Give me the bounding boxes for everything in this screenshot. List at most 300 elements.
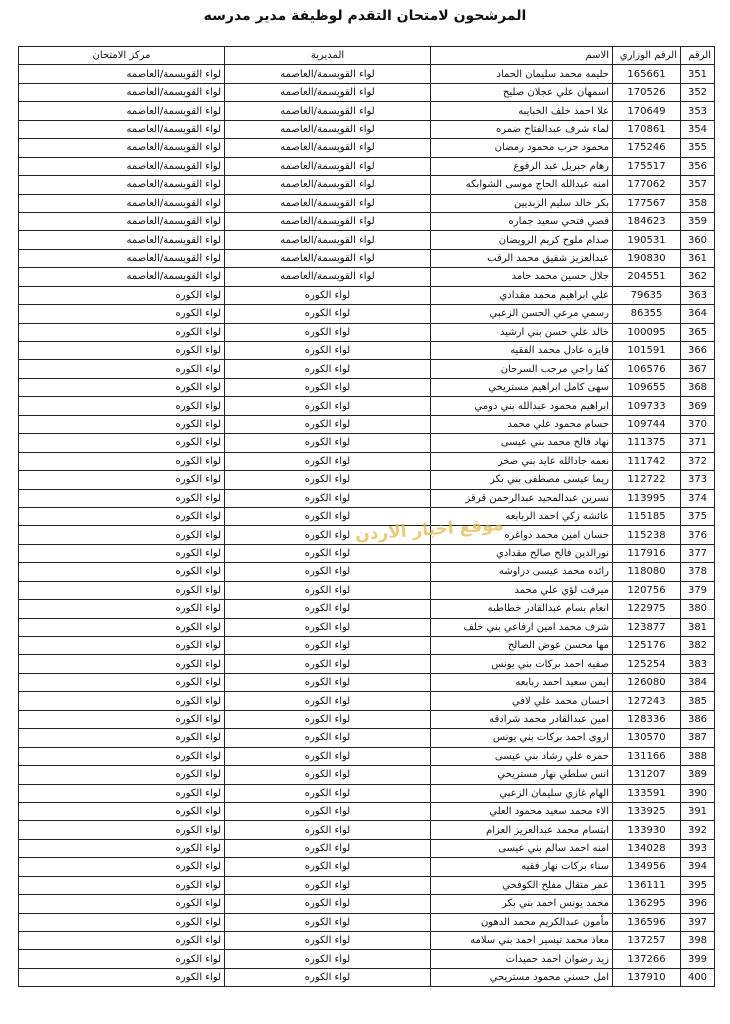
table-row <box>19 618 715 636</box>
row-directorate: لواء الكوره <box>225 784 431 802</box>
row-num: 376 <box>681 526 715 544</box>
row-exam-center: لواء الكوره <box>19 710 225 728</box>
row-num: 395 <box>681 876 715 894</box>
row-num: 381 <box>681 618 715 636</box>
row-num: 361 <box>681 249 715 267</box>
row-num: 355 <box>681 139 715 157</box>
table-row <box>19 802 715 820</box>
row-num: 393 <box>681 839 715 857</box>
row-directorate: لواء الكوره <box>225 932 431 950</box>
row-directorate: لواء الكوره <box>225 821 431 839</box>
table-row <box>19 507 715 525</box>
row-num: 363 <box>681 286 715 304</box>
row-name: نورالدين فالح صالح مقدادي <box>431 544 613 562</box>
table-row <box>19 968 715 986</box>
row-ministry-number: 137266 <box>613 950 681 968</box>
row-ministry-number: 165661 <box>613 65 681 83</box>
watermark: موقع اخبار الاردن <box>354 514 504 546</box>
row-exam-center: لواء الكوره <box>19 913 225 931</box>
row-ministry-number: 86355 <box>613 305 681 323</box>
row-num: 358 <box>681 194 715 212</box>
row-name: انس سلطي نهار مستريحي <box>431 766 613 784</box>
row-num: 397 <box>681 913 715 931</box>
row-exam-center: لواء القويسمة/العاصمه <box>19 102 225 120</box>
row-ministry-number: 109744 <box>613 415 681 433</box>
row-ministry-number: 117916 <box>613 544 681 562</box>
row-directorate: لواء الكوره <box>225 360 431 378</box>
table-row <box>19 821 715 839</box>
row-directorate: لواء الكوره <box>225 729 431 747</box>
table-row <box>19 139 715 157</box>
row-exam-center: لواء الكوره <box>19 471 225 489</box>
row-ministry-number: 136111 <box>613 876 681 894</box>
row-num: 360 <box>681 231 715 249</box>
row-exam-center: لواء الكوره <box>19 305 225 323</box>
row-name: اسمهان علي عجلان صليح <box>431 83 613 101</box>
row-num: 364 <box>681 305 715 323</box>
row-ministry-number: 130570 <box>613 729 681 747</box>
row-name: مها محسن عوض الصالح <box>431 637 613 655</box>
row-directorate: لواء الكوره <box>225 710 431 728</box>
row-ministry-number: 134028 <box>613 839 681 857</box>
row-num: 356 <box>681 157 715 175</box>
row-directorate: لواء القويسمة/العاصمه <box>225 139 431 157</box>
row-directorate: لواء الكوره <box>225 415 431 433</box>
table-row <box>19 342 715 360</box>
row-num: 389 <box>681 766 715 784</box>
row-name: الهام غازي سليمان الزعبي <box>431 784 613 802</box>
row-num: 359 <box>681 212 715 230</box>
row-num: 379 <box>681 581 715 599</box>
row-num: 368 <box>681 378 715 396</box>
row-ministry-number: 175246 <box>613 139 681 157</box>
row-directorate: لواء الكوره <box>225 323 431 341</box>
row-name: عائشه زكي احمد الربابعه <box>431 507 613 525</box>
row-ministry-number: 111375 <box>613 434 681 452</box>
row-ministry-number: 101591 <box>613 342 681 360</box>
row-directorate: لواء الكوره <box>225 286 431 304</box>
row-ministry-number: 133930 <box>613 821 681 839</box>
row-num: 369 <box>681 397 715 415</box>
row-exam-center: لواء الكوره <box>19 544 225 562</box>
row-exam-center: لواء الكوره <box>19 489 225 507</box>
row-exam-center: لواء الكوره <box>19 692 225 710</box>
row-ministry-number: 133925 <box>613 802 681 820</box>
row-directorate: لواء الكوره <box>225 655 431 673</box>
row-ministry-number: 134956 <box>613 858 681 876</box>
row-name: حمزه علي رشاد بني عيسى <box>431 747 613 765</box>
row-directorate: لواء القويسمة/العاصمه <box>225 268 431 286</box>
row-exam-center: لواء القويسمة/العاصمه <box>19 231 225 249</box>
table-row <box>19 415 715 433</box>
row-directorate: لواء الكوره <box>225 305 431 323</box>
row-ministry-number: 131166 <box>613 747 681 765</box>
table-row <box>19 360 715 378</box>
row-name: نهاد فالح محمد بني عيسى <box>431 434 613 452</box>
row-num: 371 <box>681 434 715 452</box>
row-directorate: لواء القويسمة/العاصمه <box>225 249 431 267</box>
row-ministry-number: 122975 <box>613 600 681 618</box>
row-num: 366 <box>681 342 715 360</box>
row-num: 367 <box>681 360 715 378</box>
row-num: 394 <box>681 858 715 876</box>
row-exam-center: لواء الكوره <box>19 507 225 525</box>
row-ministry-number: 112722 <box>613 471 681 489</box>
row-name: رهام جبريل عبد الرفوع <box>431 157 613 175</box>
row-name: لماء شرف عبدالفتاح ضمره <box>431 120 613 138</box>
row-name: احسان محمد علي لافي <box>431 692 613 710</box>
row-num: 374 <box>681 489 715 507</box>
row-exam-center: لواء الكوره <box>19 968 225 986</box>
row-directorate: لواء الكوره <box>225 766 431 784</box>
row-name: خالد علي حسن بني ارشيد <box>431 323 613 341</box>
row-exam-center: لواء الكوره <box>19 950 225 968</box>
table-row <box>19 932 715 950</box>
row-directorate: لواء القويسمة/العاصمه <box>225 194 431 212</box>
table-row <box>19 83 715 101</box>
row-directorate: لواء القويسمة/العاصمه <box>225 120 431 138</box>
table-row <box>19 286 715 304</box>
row-ministry-number: 106576 <box>613 360 681 378</box>
row-directorate: لواء الكوره <box>225 544 431 562</box>
row-name: ريما عيسى مصطفى بني بكر <box>431 471 613 489</box>
row-exam-center: لواء الكوره <box>19 563 225 581</box>
row-exam-center: لواء الكوره <box>19 526 225 544</box>
row-directorate: لواء القويسمة/العاصمه <box>225 212 431 230</box>
table-row <box>19 950 715 968</box>
row-directorate: لواء الكوره <box>225 913 431 931</box>
row-exam-center: لواء القويسمة/العاصمه <box>19 268 225 286</box>
row-exam-center: لواء القويسمة/العاصمه <box>19 120 225 138</box>
row-num: 387 <box>681 729 715 747</box>
row-ministry-number: 137257 <box>613 932 681 950</box>
row-directorate: لواء الكوره <box>225 489 431 507</box>
header-ministry-number: الرقم الوزاري <box>613 47 681 65</box>
row-exam-center: لواء القويسمة/العاصمه <box>19 83 225 101</box>
table-row <box>19 637 715 655</box>
row-name: سناء بركات نهار فقيه <box>431 858 613 876</box>
row-ministry-number: 137910 <box>613 968 681 986</box>
table-row <box>19 102 715 120</box>
table-row <box>19 194 715 212</box>
row-ministry-number: 133591 <box>613 784 681 802</box>
row-exam-center: لواء الكوره <box>19 581 225 599</box>
row-name: صفيه احمد بركات بني يونس <box>431 655 613 673</box>
row-directorate: لواء الكوره <box>225 673 431 691</box>
table-row <box>19 323 715 341</box>
table-row <box>19 876 715 894</box>
row-name: محمود حرب محمود رمضان <box>431 139 613 157</box>
row-directorate: لواء القويسمة/العاصمه <box>225 102 431 120</box>
row-num: 375 <box>681 507 715 525</box>
row-exam-center: لواء الكوره <box>19 858 225 876</box>
row-exam-center: لواء القويسمة/العاصمه <box>19 176 225 194</box>
row-exam-center: لواء الكوره <box>19 895 225 913</box>
row-directorate: لواء الكوره <box>225 858 431 876</box>
row-name: بكر خالد سليم الزبديين <box>431 194 613 212</box>
row-ministry-number: 170649 <box>613 102 681 120</box>
row-exam-center: لواء القويسمة/العاصمه <box>19 157 225 175</box>
row-name: حسان امين محمد دواغره <box>431 526 613 544</box>
row-name: عمر متقال مفلح الكوفحي <box>431 876 613 894</box>
row-ministry-number: 118080 <box>613 563 681 581</box>
table-row <box>19 176 715 194</box>
row-name: علا احمد خلف الخبايبه <box>431 102 613 120</box>
row-directorate: لواء الكوره <box>225 563 431 581</box>
table-row <box>19 378 715 396</box>
row-num: 391 <box>681 802 715 820</box>
row-name: رائده محمد عيسى دراوشه <box>431 563 613 581</box>
table-row <box>19 766 715 784</box>
row-name: زيد رضوان احمد حميدات <box>431 950 613 968</box>
row-exam-center: لواء الكوره <box>19 747 225 765</box>
row-name: امنه احمد سالم بني عيسى <box>431 839 613 857</box>
row-num: 354 <box>681 120 715 138</box>
table-row <box>19 913 715 931</box>
row-name: سهى كامل ابراهيم مستريحي <box>431 378 613 396</box>
row-directorate: لواء القويسمة/العاصمه <box>225 65 431 83</box>
row-num: 383 <box>681 655 715 673</box>
row-num: 398 <box>681 932 715 950</box>
header-num: الرقم <box>681 47 715 65</box>
row-name: حسام محمود علي محمد <box>431 415 613 433</box>
row-directorate: لواء القويسمة/العاصمه <box>225 83 431 101</box>
row-name: انعام بسام عبدالقادر خطاطبه <box>431 600 613 618</box>
row-directorate: لواء القويسمة/العاصمه <box>225 231 431 249</box>
row-name: امين عبدالقادر محمد شرادقه <box>431 710 613 728</box>
row-name: ايمن سعيد احمد ربابعه <box>431 673 613 691</box>
row-name: امنه عبدالله الحاج موسى الشوابكه <box>431 176 613 194</box>
row-directorate: لواء الكوره <box>225 471 431 489</box>
table-row <box>19 434 715 452</box>
row-num: 384 <box>681 673 715 691</box>
row-num: 400 <box>681 968 715 986</box>
table-row <box>19 157 715 175</box>
row-directorate: لواء الكوره <box>225 692 431 710</box>
row-num: 362 <box>681 268 715 286</box>
row-exam-center: لواء القويسمة/العاصمه <box>19 65 225 83</box>
table-row <box>19 692 715 710</box>
row-name: امل حسني محمود مستريحي <box>431 968 613 986</box>
row-num: 352 <box>681 83 715 101</box>
row-name: ابراهيم محمود عبدالله بني دومي <box>431 397 613 415</box>
row-exam-center: لواء الكوره <box>19 655 225 673</box>
row-num: 396 <box>681 895 715 913</box>
row-num: 377 <box>681 544 715 562</box>
row-num: 386 <box>681 710 715 728</box>
row-num: 392 <box>681 821 715 839</box>
row-ministry-number: 125176 <box>613 637 681 655</box>
header-directorate: المديرية <box>225 47 431 65</box>
row-name: معاذ محمد تيسير احمد بني سلامه <box>431 932 613 950</box>
table-row <box>19 471 715 489</box>
row-ministry-number: 113995 <box>613 489 681 507</box>
row-ministry-number: 120756 <box>613 581 681 599</box>
row-directorate: لواء الكوره <box>225 526 431 544</box>
table-row <box>19 231 715 249</box>
row-ministry-number: 204551 <box>613 268 681 286</box>
table-row <box>19 212 715 230</box>
table-row <box>19 784 715 802</box>
row-exam-center: لواء الكوره <box>19 932 225 950</box>
row-directorate: لواء الكوره <box>225 342 431 360</box>
row-ministry-number: 126080 <box>613 673 681 691</box>
row-exam-center: لواء القويسمة/العاصمه <box>19 194 225 212</box>
row-num: 357 <box>681 176 715 194</box>
row-directorate: لواء الكوره <box>225 397 431 415</box>
row-ministry-number: 190531 <box>613 231 681 249</box>
row-exam-center: لواء الكوره <box>19 452 225 470</box>
row-exam-center: لواء الكوره <box>19 342 225 360</box>
row-num: 399 <box>681 950 715 968</box>
row-ministry-number: 177567 <box>613 194 681 212</box>
candidates-table <box>18 46 715 987</box>
row-directorate: لواء القويسمة/العاصمه <box>225 176 431 194</box>
row-directorate: لواء الكوره <box>225 839 431 857</box>
row-ministry-number: 184623 <box>613 212 681 230</box>
row-num: 353 <box>681 102 715 120</box>
row-directorate: لواء الكوره <box>225 600 431 618</box>
row-name: علي ابراهيم محمد مقدادي <box>431 286 613 304</box>
table-row <box>19 249 715 267</box>
row-ministry-number: 190830 <box>613 249 681 267</box>
row-directorate: لواء الكوره <box>225 950 431 968</box>
row-ministry-number: 127243 <box>613 692 681 710</box>
row-directorate: لواء الكوره <box>225 802 431 820</box>
table-row <box>19 858 715 876</box>
row-ministry-number: 115238 <box>613 526 681 544</box>
row-exam-center: لواء الكوره <box>19 821 225 839</box>
table-row <box>19 563 715 581</box>
row-ministry-number: 136295 <box>613 895 681 913</box>
row-ministry-number: 109655 <box>613 378 681 396</box>
row-ministry-number: 125254 <box>613 655 681 673</box>
row-ministry-number: 123877 <box>613 618 681 636</box>
row-ministry-number: 136596 <box>613 913 681 931</box>
header-exam-center: مركز الامتحان <box>19 47 225 65</box>
row-ministry-number: 100095 <box>613 323 681 341</box>
row-directorate: لواء الكوره <box>225 747 431 765</box>
row-name: قصي فتحي سعيد جماره <box>431 212 613 230</box>
row-num: 351 <box>681 65 715 83</box>
table-row <box>19 729 715 747</box>
table-row <box>19 397 715 415</box>
row-name: صدام ملوح كريم الرويضان <box>431 231 613 249</box>
row-exam-center: لواء الكوره <box>19 360 225 378</box>
row-name: مأمون عبدالكريم محمد الدهون <box>431 913 613 931</box>
row-name: رسمي مرعي الحسن الزعبي <box>431 305 613 323</box>
table-row <box>19 710 715 728</box>
row-num: 388 <box>681 747 715 765</box>
table-row <box>19 452 715 470</box>
row-name: كفا راجي مرجب السرحان <box>431 360 613 378</box>
row-directorate: لواء الكوره <box>225 507 431 525</box>
row-ministry-number: 177062 <box>613 176 681 194</box>
row-name: محمد يونس احمد بني بكر <box>431 895 613 913</box>
row-name: اروى احمد بركات بني يونس <box>431 729 613 747</box>
row-name: ميرفت لؤي علي محمد <box>431 581 613 599</box>
row-exam-center: لواء الكوره <box>19 729 225 747</box>
row-exam-center: لواء الكوره <box>19 673 225 691</box>
row-name: ابتسام محمد عبدالعزيز العزام <box>431 821 613 839</box>
row-exam-center: لواء الكوره <box>19 839 225 857</box>
row-num: 390 <box>681 784 715 802</box>
row-directorate: لواء الكوره <box>225 968 431 986</box>
table-row <box>19 305 715 323</box>
row-directorate: لواء الكوره <box>225 618 431 636</box>
row-ministry-number: 115185 <box>613 507 681 525</box>
row-num: 372 <box>681 452 715 470</box>
row-directorate: لواء الكوره <box>225 434 431 452</box>
row-name: شرف محمد امين ارفاعي بني خلف <box>431 618 613 636</box>
row-name: نعمه جادالله عايد بني صخر <box>431 452 613 470</box>
row-exam-center: لواء الكوره <box>19 766 225 784</box>
row-exam-center: لواء الكوره <box>19 876 225 894</box>
row-exam-center: لواء الكوره <box>19 802 225 820</box>
table-row <box>19 120 715 138</box>
row-directorate: لواء الكوره <box>225 637 431 655</box>
row-exam-center: لواء القويسمة/العاصمه <box>19 249 225 267</box>
table-row <box>19 839 715 857</box>
row-exam-center: لواء الكوره <box>19 415 225 433</box>
row-ministry-number: 111742 <box>613 452 681 470</box>
row-exam-center: لواء الكوره <box>19 618 225 636</box>
row-name: جلال حسين محمد حامد <box>431 268 613 286</box>
row-num: 370 <box>681 415 715 433</box>
table-row <box>19 747 715 765</box>
table-row <box>19 268 715 286</box>
row-exam-center: لواء الكوره <box>19 600 225 618</box>
row-num: 380 <box>681 600 715 618</box>
table-row <box>19 895 715 913</box>
row-ministry-number: 170526 <box>613 83 681 101</box>
row-name: نسرين عبدالمجيد عبدالرحمن قرقز <box>431 489 613 507</box>
table-header-row <box>19 47 715 65</box>
row-ministry-number: 128336 <box>613 710 681 728</box>
row-directorate: لواء الكوره <box>225 876 431 894</box>
table-row <box>19 673 715 691</box>
row-name: الاء محمد سعيد محمود العلي <box>431 802 613 820</box>
table-row <box>19 544 715 562</box>
row-exam-center: لواء الكوره <box>19 397 225 415</box>
row-ministry-number: 131207 <box>613 766 681 784</box>
table-row <box>19 600 715 618</box>
row-directorate: لواء الكوره <box>225 452 431 470</box>
header-name: الاسم <box>431 47 613 65</box>
row-num: 378 <box>681 563 715 581</box>
table-row <box>19 655 715 673</box>
row-exam-center: لواء الكوره <box>19 637 225 655</box>
table-row <box>19 581 715 599</box>
row-directorate: لواء الكوره <box>225 378 431 396</box>
row-num: 365 <box>681 323 715 341</box>
row-ministry-number: 170861 <box>613 120 681 138</box>
row-ministry-number: 175517 <box>613 157 681 175</box>
row-exam-center: لواء القويسمة/العاصمه <box>19 212 225 230</box>
row-directorate: لواء الكوره <box>225 895 431 913</box>
page-title: المرشحون لامتحان التقدم لوظيفة مدير مدرسه <box>203 8 527 24</box>
row-name: حليمه محمد سليمان الحماد <box>431 65 613 83</box>
row-ministry-number: 109733 <box>613 397 681 415</box>
row-exam-center: لواء الكوره <box>19 378 225 396</box>
row-exam-center: لواء الكوره <box>19 286 225 304</box>
table-row <box>19 65 715 83</box>
row-exam-center: لواء الكوره <box>19 434 225 452</box>
row-num: 385 <box>681 692 715 710</box>
row-directorate: لواء القويسمة/العاصمه <box>225 157 431 175</box>
row-name: عبدالعزيز شفيق محمد الرقب <box>431 249 613 267</box>
row-name: فايزه عادل محمد الفقيه <box>431 342 613 360</box>
